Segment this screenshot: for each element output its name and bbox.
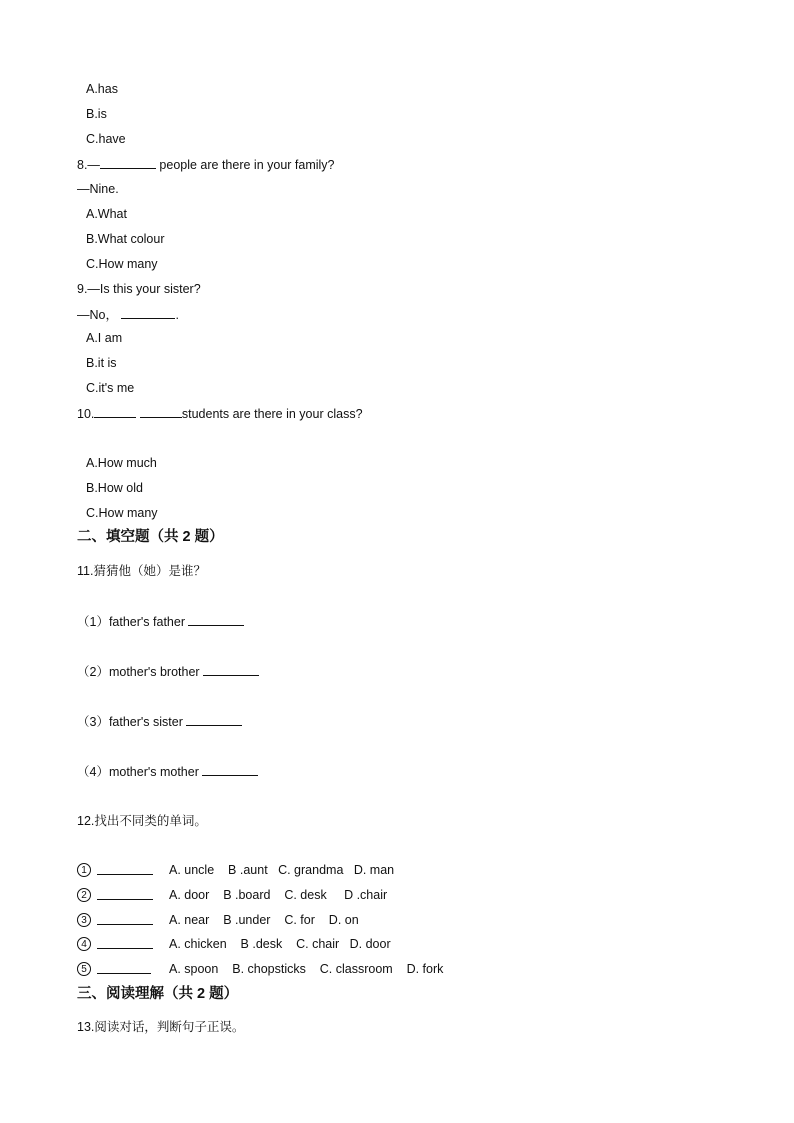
q12-options-4: A. chicken B .desk C. chair D. door xyxy=(169,937,391,951)
q12-options-3: A. near B .under C. for D. on xyxy=(169,913,359,927)
q8-answer: —Nine. xyxy=(77,182,119,196)
q12-blank-1 xyxy=(97,862,153,875)
q10-blank-2 xyxy=(140,405,182,418)
q12-number-4: 4 xyxy=(77,937,91,951)
q12-blank-4 xyxy=(97,936,153,949)
q12-blank-2 xyxy=(97,887,153,900)
q11-item-4-text: （4）mother's mother xyxy=(77,765,203,779)
q8-prefix: 8.— xyxy=(77,158,100,172)
q9-answer xyxy=(77,306,179,323)
q7-option-a: A.has xyxy=(86,82,118,96)
q12-row-1 xyxy=(77,862,395,878)
q7-option-c: C.have xyxy=(86,132,126,146)
q12-options-2: A. door B .board C. desk D .chair xyxy=(169,888,388,902)
q11-title: 11.猜猜他（她）是谁？ xyxy=(77,564,206,578)
q11-blank-3 xyxy=(186,713,242,726)
q8-question xyxy=(77,156,335,173)
q9-option-a: A.I am xyxy=(86,331,123,345)
q11-item-2-text: （2）mother's brother xyxy=(77,665,204,679)
q9-question: 9.—Is this your sister? xyxy=(77,282,201,296)
q11-item-3 xyxy=(77,713,242,730)
q11-item-2 xyxy=(77,663,259,680)
q11-item-3-text: （3）father's sister xyxy=(77,715,187,729)
q9-option-c: C.it's me xyxy=(86,381,135,395)
q12-number-1: 1 xyxy=(77,863,91,877)
q13-title: 13.阅读对话，判断句子正误。 xyxy=(77,1020,245,1034)
section-3-heading: 三、阅读理解（共 2 题） xyxy=(77,986,239,1002)
q7-option-b: B.is xyxy=(86,107,107,121)
q12-blank-3 xyxy=(97,912,153,925)
q12-row-4 xyxy=(77,936,391,952)
q11-item-1-text: （1）father's father xyxy=(77,615,189,629)
q10-option-c: C.How many xyxy=(86,506,158,520)
q12-row-2 xyxy=(77,887,388,903)
section-2-heading: 二、填空题（共 2 题） xyxy=(77,529,224,545)
q8-option-c: C.How many xyxy=(86,257,158,271)
q8-suffix: people are there in your family? xyxy=(155,158,335,172)
q11-blank-4 xyxy=(202,763,258,776)
q12-row-3 xyxy=(77,912,359,928)
q10-question xyxy=(77,405,363,422)
q10-prefix: 10. xyxy=(77,407,95,421)
q9-blank xyxy=(121,306,175,319)
q10-blank-1 xyxy=(94,405,136,418)
q8-option-b: B.What colour xyxy=(86,232,165,246)
q10-suffix: students are there in your class? xyxy=(181,407,363,421)
q12-blank-5 xyxy=(97,961,151,974)
q12-options-1: A. uncle B .aunt C. grandma D. man xyxy=(169,863,395,877)
q11-item-1 xyxy=(77,613,244,630)
q11-blank-2 xyxy=(203,663,259,676)
q12-title: 12.找出不同类的单词。 xyxy=(77,814,207,828)
q12-options-5: A. spoon B. chopsticks C. classroom D. fork xyxy=(169,962,444,976)
q12-number-3: 3 xyxy=(77,913,91,927)
q9-answer-prefix: —No， xyxy=(77,308,118,322)
q10-option-a: A.How much xyxy=(86,456,157,470)
q8-option-a: A.What xyxy=(86,207,127,221)
q12-row-5 xyxy=(77,961,444,977)
q11-blank-1 xyxy=(188,613,244,626)
q9-option-b: B.it is xyxy=(86,356,117,370)
q12-number-2: 2 xyxy=(77,888,91,902)
q9-answer-suffix: . xyxy=(175,308,179,322)
q11-item-4 xyxy=(77,763,258,780)
q8-blank xyxy=(100,156,156,169)
q12-number-5: 5 xyxy=(77,962,91,976)
q10-option-b: B.How old xyxy=(86,481,143,495)
